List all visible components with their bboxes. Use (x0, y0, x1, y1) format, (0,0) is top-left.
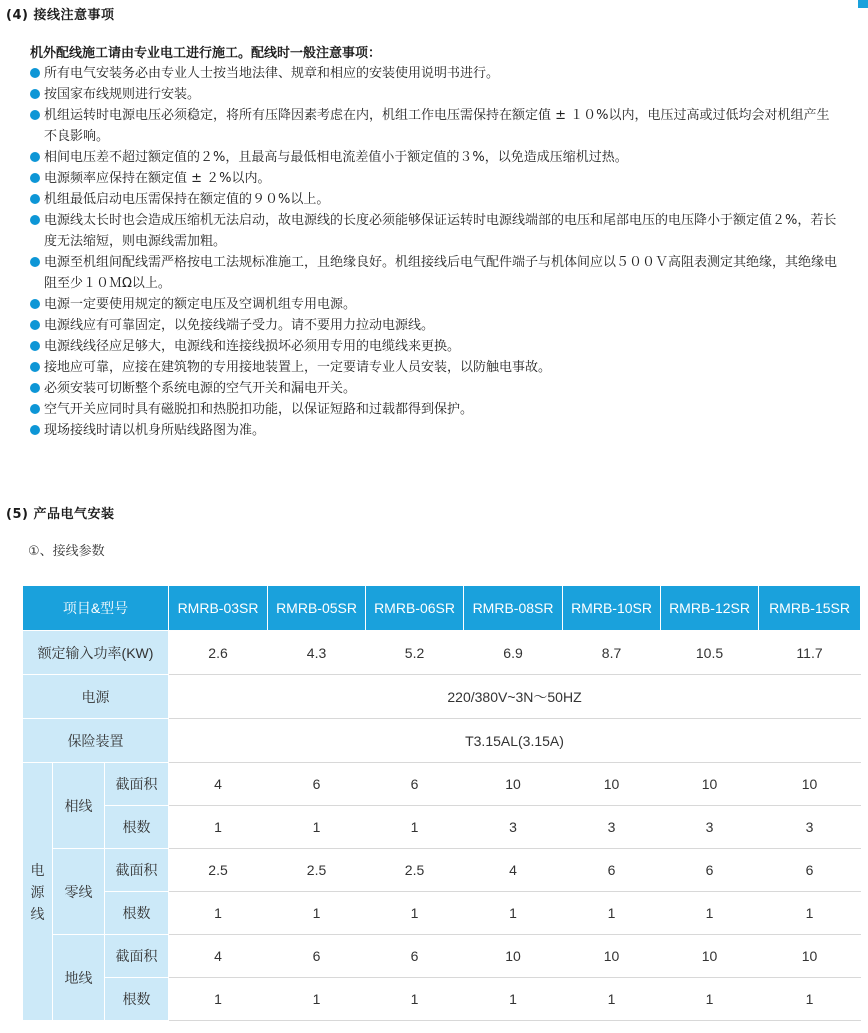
table-cell: 1 (268, 978, 366, 1021)
table-cell: 6 (366, 935, 464, 978)
table-cell: 3 (563, 806, 661, 849)
neutral-wire-label: 零线 (53, 849, 105, 935)
header-item-model-label: 项目&型号 (23, 586, 169, 631)
table-cell: 6 (661, 849, 759, 892)
table-cell: 1 (563, 978, 661, 1021)
model-header: RMRB-10SR (563, 586, 661, 631)
table-cell: 6 (268, 763, 366, 806)
list-item (30, 147, 840, 168)
table-row-neutral-count (23, 892, 861, 935)
table-cell: 3 (464, 806, 563, 849)
bullet-icon (30, 215, 40, 225)
table-cell: 1 (268, 892, 366, 935)
table-cell: 1 (661, 892, 759, 935)
bullet-icon (30, 68, 40, 78)
fuse-value: T3.15AL(3.15A) (169, 719, 861, 763)
group-char: 源 (30, 883, 45, 900)
table-row-neutral-area (23, 849, 861, 892)
section-4-title: (4) 接线注意事项 (6, 8, 115, 23)
group-char: 线 (30, 905, 45, 922)
list-item (30, 294, 840, 315)
table-cell: 10 (759, 935, 861, 978)
model-header: RMRB-08SR (464, 586, 563, 631)
table-cell: 10 (563, 935, 661, 978)
table-cell: 1 (366, 892, 464, 935)
count-label: 根数 (105, 978, 169, 1021)
section-5-title: (5) 产品电气安装 (6, 507, 115, 522)
table-cell: 6 (563, 849, 661, 892)
list-item (30, 210, 840, 252)
bullet-icon (30, 383, 40, 393)
table-cell: 4.3 (268, 631, 366, 675)
list-item (30, 168, 840, 189)
list-item-text: 机组最低启动电压需保持在额定值的９０%以上。 (44, 192, 330, 207)
wiring-notes-list (30, 63, 840, 441)
table-cell: 10 (464, 935, 563, 978)
model-header: RMRB-12SR (661, 586, 759, 631)
table-cell: 1 (169, 806, 268, 849)
table-cell: 6 (366, 763, 464, 806)
table-cell: 2.5 (366, 849, 464, 892)
wiring-intro: 机外配线施工请由专业电工进行施工。配线时一般注意事项： (30, 46, 382, 61)
count-label: 根数 (105, 892, 169, 935)
list-item-text: 必须安装可切断整个系统电源的空气开关和漏电开关。 (44, 381, 357, 396)
bullet-icon (30, 257, 40, 267)
table-cell: 2.6 (169, 631, 268, 675)
list-item (30, 315, 840, 336)
cross-section-label: 截面积 (105, 763, 169, 806)
table-cell: 3 (759, 806, 861, 849)
bullet-icon (30, 89, 40, 99)
bullet-icon (30, 362, 40, 372)
table-cell: 1 (464, 978, 563, 1021)
list-item (30, 399, 840, 420)
list-item-text: 相间电压差不超过额定值的２%，且最高与最低相电流差值小于额定值的３%，以免造成压缩机过热。 (44, 150, 628, 165)
table-cell: 1 (563, 892, 661, 935)
table-cell: 10 (661, 763, 759, 806)
bullet-icon (30, 194, 40, 204)
bullet-icon (30, 425, 40, 435)
table-row-phase-count (23, 806, 861, 849)
list-item-text: 电源至机组间配线需严格按电工法规标准施工，且绝缘良好。机组接线后电气配件端子与机体间应以５００Ｖ高阻表测定其绝缘，其绝缘电阻至少１０ＭΩ以上。 (44, 255, 838, 291)
group-char: 电 (30, 861, 45, 878)
bullet-icon (30, 320, 40, 330)
table-cell: 4 (169, 763, 268, 806)
table-cell: 1 (366, 978, 464, 1021)
table-cell: 2.5 (268, 849, 366, 892)
list-item-text: 空气开关应同时具有磁脱扣和热脱扣功能，以保证短路和过载都得到保护。 (44, 402, 474, 417)
list-item-text: 电源一定要使用规定的额定电压及空调机组专用电源。 (44, 297, 357, 312)
table-cell: 6.9 (464, 631, 563, 675)
table-row-ground-area (23, 935, 861, 978)
table-row-ground-count (23, 978, 861, 1021)
source-label: 电源 (23, 675, 169, 719)
table-cell: 1 (759, 978, 861, 1021)
table-cell: 1 (661, 978, 759, 1021)
table-cell: 11.7 (759, 631, 861, 675)
bullet-icon (30, 404, 40, 414)
power-label: 额定输入功率(KW) (23, 631, 169, 675)
list-item-text: 电源线应有可靠固定，以免接线端子受力。请不要用力拉动电源线。 (44, 318, 435, 333)
table-cell: 10 (759, 763, 861, 806)
table-header-row (23, 586, 861, 631)
count-label: 根数 (105, 806, 169, 849)
source-value: 220/380V~3N～50HZ (169, 675, 861, 719)
table-row-source (23, 675, 861, 719)
table-row-power (23, 631, 861, 675)
table-row-phase-area (23, 763, 861, 806)
phase-wire-label: 相线 (53, 763, 105, 849)
list-item (30, 357, 840, 378)
model-header: RMRB-05SR (268, 586, 366, 631)
model-header: RMRB-06SR (366, 586, 464, 631)
table-cell: 6 (759, 849, 861, 892)
list-item (30, 63, 840, 84)
table-cell: 8.7 (563, 631, 661, 675)
table-cell: 2.5 (169, 849, 268, 892)
list-item-text: 电源线线径应足够大，电源线和连接线损坏必须用专用的电缆线来更换。 (44, 339, 461, 354)
table-cell: 1 (464, 892, 563, 935)
power-cable-group-label (23, 763, 53, 1021)
list-item (30, 84, 840, 105)
table-cell: 10.5 (661, 631, 759, 675)
table-cell: 3 (661, 806, 759, 849)
list-item (30, 189, 840, 210)
list-item-text: 接地应可靠，应接在建筑物的专用接地装置上，一定要请专业人员安装，以防触电事故。 (44, 360, 552, 375)
table-cell: 10 (563, 763, 661, 806)
cross-section-label: 截面积 (105, 849, 169, 892)
table-cell: 1 (169, 978, 268, 1021)
bullet-icon (30, 173, 40, 183)
wiring-params-subtitle: ①、接线参数 (28, 544, 105, 559)
table-cell: 6 (268, 935, 366, 978)
table-cell: 10 (464, 763, 563, 806)
list-item-text: 现场接线时请以机身所贴线路图为准。 (44, 423, 266, 438)
bullet-icon (30, 110, 40, 120)
table-cell: 4 (169, 935, 268, 978)
bullet-icon (30, 152, 40, 162)
table-cell: 10 (661, 935, 759, 978)
list-item-text: 电源线太长时也会造成压缩机无法启动，故电源线的长度必须能够保证运转时电源线端部的电压和尾部电压的电压降小于额定值２%，若长度无法缩短，则电源线需加粗。 (44, 213, 837, 249)
fuse-label: 保险装置 (23, 719, 169, 763)
cross-section-label: 截面积 (105, 935, 169, 978)
bullet-icon (30, 341, 40, 351)
table-cell: 1 (759, 892, 861, 935)
list-item (30, 420, 840, 441)
list-item-text: 机组运转时电源电压必须稳定，将所有压降因素考虑在内，机组工作电压需保持在额定值 ± １０%以内，电压过高或过低均会对机组产生不良影响。 (44, 108, 830, 144)
model-header: RMRB-03SR (169, 586, 268, 631)
list-item (30, 105, 840, 147)
list-item (30, 252, 840, 294)
table-cell: 1 (268, 806, 366, 849)
list-item-text: 电源频率应保持在额定值 ± ２%以内。 (44, 171, 271, 186)
model-header: RMRB-15SR (759, 586, 861, 631)
list-item (30, 336, 840, 357)
list-item-text: 按国家布线规则进行安装。 (44, 87, 201, 102)
list-item (30, 378, 840, 399)
table-cell: 4 (464, 849, 563, 892)
table-cell: 1 (366, 806, 464, 849)
bullet-icon (30, 299, 40, 309)
table-cell: 1 (169, 892, 268, 935)
ground-wire-label: 地线 (53, 935, 105, 1021)
table-row-fuse (23, 719, 861, 763)
corner-accent-mark (858, 0, 868, 8)
wiring-params-table (22, 585, 861, 1021)
table-cell: 5.2 (366, 631, 464, 675)
list-item-text: 所有电气安装务必由专业人士按当地法律、规章和相应的安装使用说明书进行。 (44, 66, 500, 81)
